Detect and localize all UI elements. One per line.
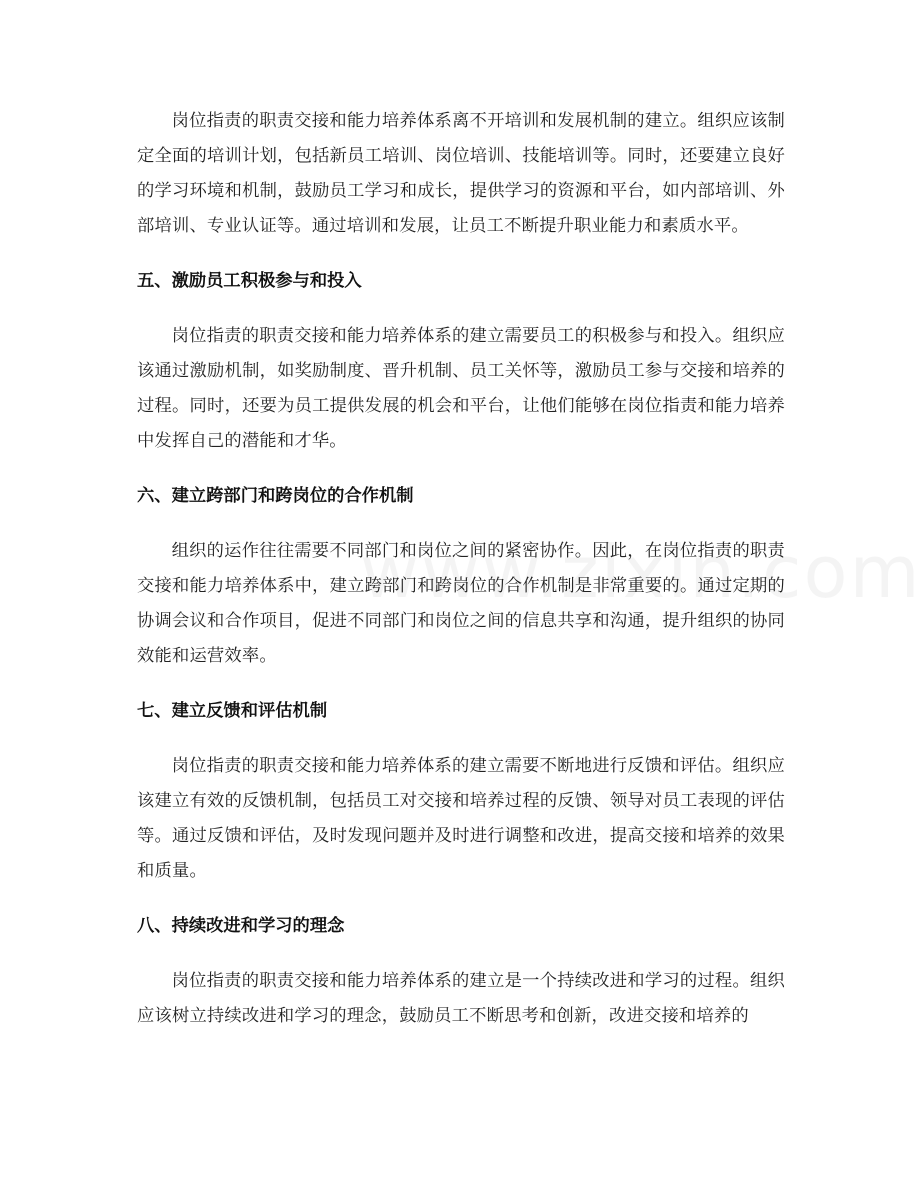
heading-section-5: 五、激励员工积极参与和投入 [137, 271, 362, 291]
document-body [137, 104, 785, 1034]
heading-section-7: 七、建立反馈和评估机制 [137, 701, 328, 721]
paragraph-section-7: 岗位指责的职责交接和能力培养体系的建立需要不断地进行反馈和评估。组织应该建立有效的反馈机制，包括员工对交接和培养过程的反馈、领导对员工表现的评估等。通过反馈和评估，及时发现问题并及时进行调整和改进，提高交接和培养的效果和质量。 [137, 756, 785, 881]
paragraph-section-5: 岗位指责的职责交接和能力培养体系的建立需要员工的积极参与和投入。组织应该通过激励机制，如奖励制度、晋升机制、员工关怀等，激励员工参与交接和培养的过程。同时，还要为员工提供发展的机会和平台，让他们能够在岗位指责和能力培养中发挥自己的潜能和才华。 [137, 326, 785, 451]
heading-section-6: 六、建立跨部门和跨岗位的合作机制 [137, 486, 414, 506]
paragraph-section-6: 组织的运作往往需要不同部门和岗位之间的紧密协作。因此，在岗位指责的职责交接和能力培养体系中，建立跨部门和跨岗位的合作机制是非常重要的。通过定期的协调会议和合作项目，促进不同部门和岗位之间的信息共享和沟通，提升组织的协同效能和运营效率。 [137, 541, 785, 666]
paragraph-training: 岗位指责的职责交接和能力培养体系离不开培训和发展机制的建立。组织应该制定全面的培训计划，包括新员工培训、岗位培训、技能培训等。同时，还要建立良好的学习环境和机制，鼓励员工学习和成长，提供学习的资源和平台，如内部培训、外部培训、专业认证等。通过培训和发展，让员工不断提升职业能力和素质水平。 [137, 111, 785, 236]
paragraph-section-8: 岗位指责的职责交接和能力培养体系的建立是一个持续改进和学习的过程。组织应该树立持续改进和学习的理念，鼓励员工不断思考和创新，改进交接和培养的 [137, 971, 785, 1026]
heading-section-8: 八、持续改进和学习的理念 [137, 916, 345, 936]
